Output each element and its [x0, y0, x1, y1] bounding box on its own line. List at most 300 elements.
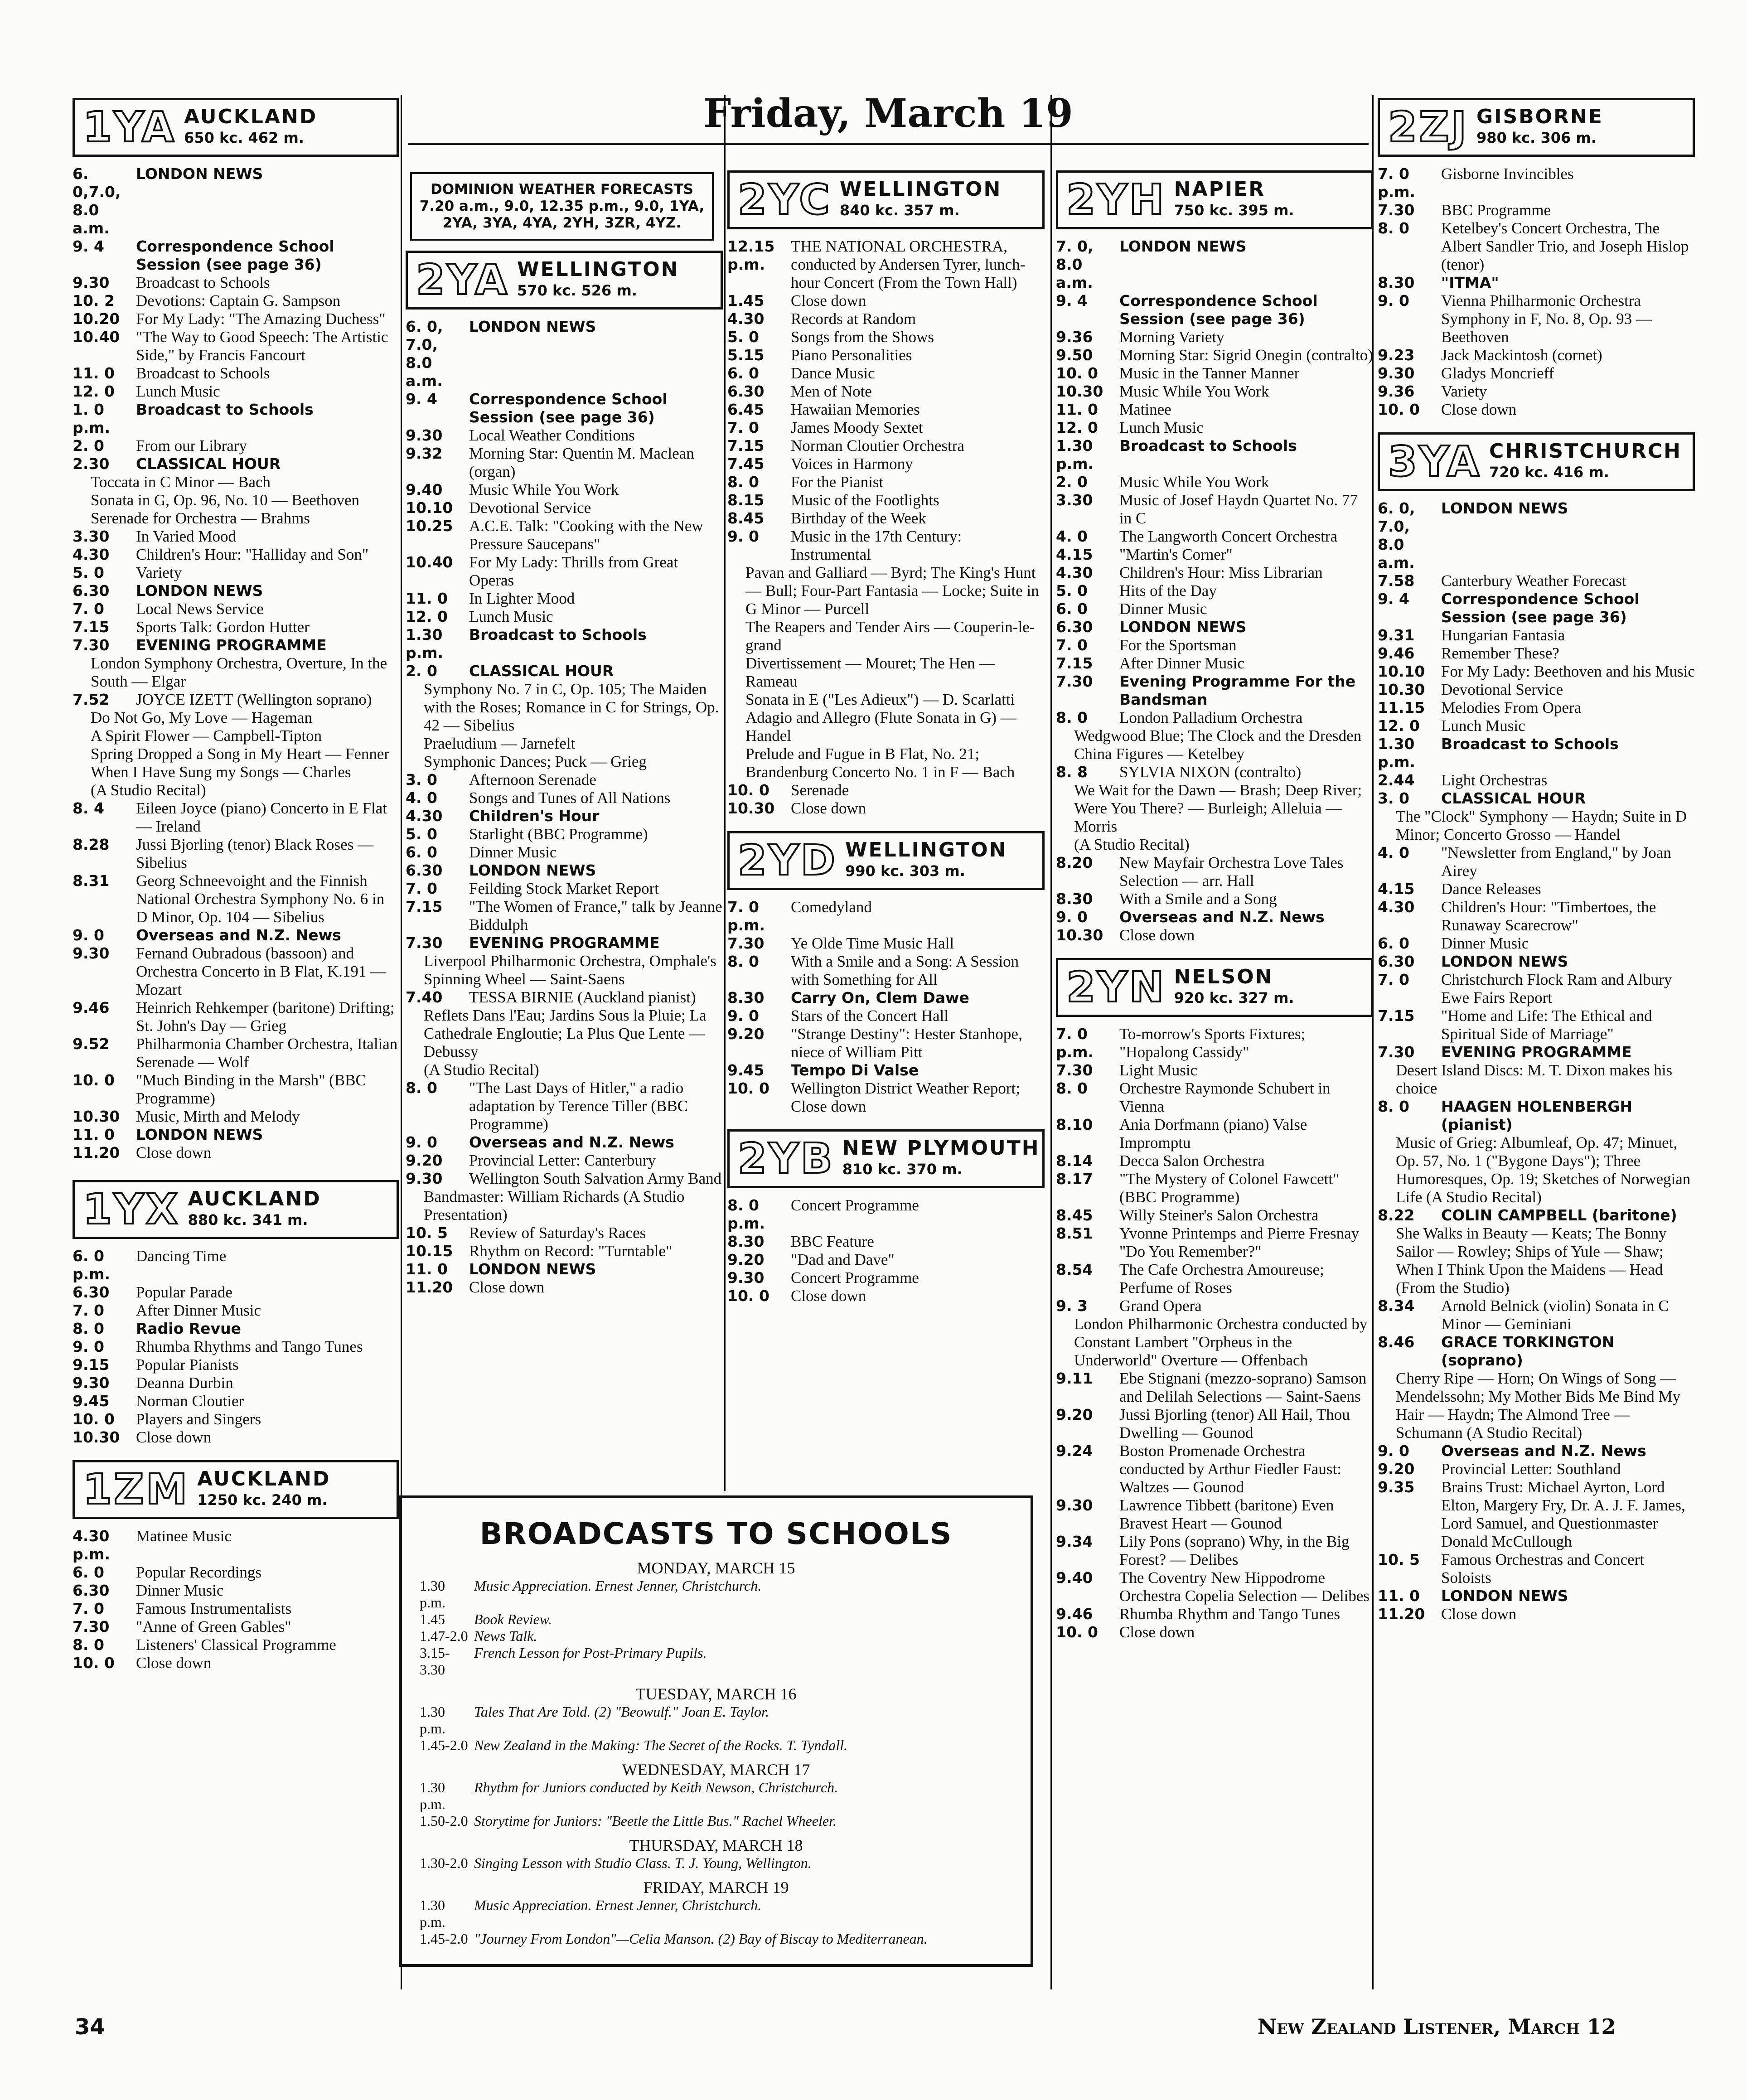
- schedule-entry: [406, 1079, 723, 1133]
- entry-time: 12. 0: [406, 608, 448, 625]
- schedule-entry: [406, 445, 723, 481]
- schedule-entry: [73, 709, 399, 727]
- entry-programme: THE NATIONAL ORCHESTRA, conducted by Andersen Tyrer, lunch-hour Concert (From the Town Hall): [791, 237, 1026, 291]
- entry-time: 6. 0,7.0, 8.0 a.m.: [73, 165, 121, 237]
- entry-time: 9.30: [73, 944, 110, 962]
- schedule-entry: [73, 944, 399, 999]
- schedule-entry: [73, 1247, 399, 1283]
- schools-item: [420, 1855, 1012, 1872]
- schedule-entry: [1056, 546, 1373, 564]
- entry-programme: CLASSICAL HOUR: [469, 662, 614, 680]
- schedule-entry: [1056, 1406, 1373, 1442]
- entry-programme: Morning Star: Quentin M. Maclean (organ): [469, 445, 694, 480]
- entry-programme: Lunch Music: [136, 382, 220, 400]
- entry-time: 10.30: [1378, 681, 1425, 698]
- station-frequency: 720 kc. 416 m.: [1489, 464, 1609, 481]
- entry-programme: "The Women of France," talk by Jeanne Biddulph: [469, 898, 722, 934]
- schools-item-text: Tales That Are Told. (2) "Beowulf." Joan E. Taylor.: [474, 1703, 769, 1720]
- entry-time: 12. 0: [1056, 419, 1098, 436]
- schedule-entry: [406, 753, 723, 771]
- entry-time: 9.46: [1378, 644, 1415, 662]
- station-call: 1YA: [83, 103, 176, 151]
- entry-programme: Desert Island Discs: M. T. Dixon makes his choice: [1396, 1061, 1673, 1097]
- schedule-entry: [1056, 926, 1373, 944]
- schools-item-time: 1.50-2.0: [420, 1813, 468, 1829]
- entry-programme: Do Not Go, My Love — Hageman: [91, 709, 312, 726]
- schedule-entry: [1378, 1224, 1695, 1297]
- entry-programme: Symphonic Dances; Puck — Grieg: [424, 753, 647, 770]
- entry-time: 10.25: [406, 517, 453, 535]
- schedule-entry: [73, 654, 399, 691]
- station-header-2yb: [727, 1129, 1045, 1188]
- schedule-entry: [1056, 709, 1373, 727]
- schedule-entry: [1056, 1533, 1373, 1569]
- entry-time: 8. 0: [1056, 709, 1088, 726]
- schedule-list: [73, 1247, 399, 1447]
- entry-time: 8.20: [1056, 854, 1093, 871]
- entry-programme: Jussi Bjorling (tenor) Black Roses — Sibelius: [136, 836, 373, 871]
- entry-programme: Popular Parade: [136, 1283, 232, 1301]
- schedule-entry: [727, 709, 1045, 745]
- station-header-1ya: [73, 98, 399, 157]
- entry-programme: "Anne of Green Gables": [136, 1618, 291, 1635]
- schedule-entry: [1378, 201, 1695, 219]
- schedule-list: [73, 1527, 399, 1672]
- entry-programme: Music of Grieg: Albumleaf, Op. 47; Minuet, Op. 57, No. 1 ("Bygone Days"); Three Humoresques, Op. 19; Sketches of Norwegian Life (A Studio Recital): [1396, 1134, 1691, 1206]
- entry-time: 9.34: [1056, 1533, 1093, 1550]
- schedule-entry: [727, 745, 1045, 781]
- schedule-entry: [1056, 1061, 1373, 1079]
- entry-time: 8.22: [1378, 1206, 1415, 1224]
- station-frequency: 750 kc. 395 m.: [1174, 202, 1294, 219]
- station-header-1yx: [73, 1180, 399, 1239]
- schedule-entry: [73, 1563, 399, 1582]
- entry-programme: When I Have Sung my Songs — Charles: [91, 763, 351, 781]
- schools-item-time: 1.30 p.m.: [420, 1703, 445, 1737]
- schedule-entry: [1056, 419, 1373, 437]
- schedule-list: [727, 898, 1045, 1116]
- entry-time: 9. 0: [1378, 1442, 1409, 1460]
- entry-programme: We Wait for the Dawn — Brash; Deep River; Were You There? — Burleigh; Alleluia — Morris: [1074, 781, 1362, 835]
- schedule-entry: [1378, 934, 1695, 953]
- entry-programme: Concert Programme: [791, 1196, 919, 1214]
- schedule-entry: [73, 1618, 399, 1636]
- schedule-entry: [73, 1600, 399, 1618]
- station-frequency: 990 kc. 303 m.: [845, 862, 965, 880]
- entry-programme: Gladys Moncrieff: [1441, 364, 1554, 382]
- entry-programme: Symphony No. 7 in C, Op. 105; The Maiden with the Roses; Romance in C for Strings, Op. 42 — Sibelius: [424, 680, 719, 734]
- schedule-entry: [1378, 699, 1695, 717]
- entry-programme: Devotional Service: [469, 499, 591, 517]
- station-frequency: 650 kc. 462 m.: [184, 129, 304, 146]
- entry-programme: Close down: [791, 799, 866, 817]
- schedule-entry: [1378, 499, 1695, 572]
- schedule-entry: [1378, 735, 1695, 771]
- entry-time: 9.23: [1378, 346, 1415, 364]
- entry-time: 7. 0 p.m.: [1378, 165, 1416, 201]
- entry-time: 4. 0: [1378, 844, 1409, 861]
- entry-time: 6.45: [727, 401, 765, 418]
- entry-time: 11. 0: [73, 364, 115, 382]
- entry-time: 7.15: [406, 898, 443, 915]
- entry-time: 5. 0: [73, 564, 104, 581]
- schools-item: [420, 1628, 1012, 1645]
- entry-programme: Correspondence School Session (see page 36): [1119, 292, 1318, 328]
- entry-time: 8. 0: [1378, 1098, 1409, 1115]
- schedule-entry: [1378, 1333, 1695, 1369]
- schedule-entry: [1056, 600, 1373, 618]
- entry-programme: Close down: [1119, 1623, 1195, 1641]
- schedule-entry: [73, 1283, 399, 1302]
- schedule-entry: [1378, 971, 1695, 1007]
- schedule-entry: [73, 999, 399, 1035]
- schedule-entry: [1056, 491, 1373, 527]
- schedule-entry: [1378, 1551, 1695, 1587]
- station-city: NELSON: [1174, 965, 1273, 988]
- entry-time: 9.30: [406, 1170, 443, 1187]
- entry-time: 3. 0: [1378, 789, 1409, 807]
- entry-time: 7. 0 p.m.: [727, 898, 765, 934]
- entry-programme: Norman Cloutier: [136, 1392, 244, 1410]
- schedule-entry: [727, 989, 1045, 1007]
- entry-time: 10. 0: [727, 1079, 769, 1097]
- entry-time: 7.58: [1378, 572, 1415, 590]
- schedule-entry: [1378, 953, 1695, 971]
- entry-time: 8. 0: [73, 1636, 104, 1654]
- schedule-entry: [727, 491, 1045, 509]
- entry-programme: To-morrow's Sports Fixtures; "Hopalong Cassidy": [1119, 1025, 1306, 1061]
- schedule-entry: [1378, 898, 1695, 934]
- entry-programme: GRACE TORKINGTON (soprano): [1441, 1333, 1615, 1369]
- entry-programme: Children's Hour: "Halliday and Son": [136, 546, 369, 563]
- schedule-entry: [73, 473, 399, 491]
- entry-programme: Liverpool Philharmonic Orchestra, Omphale's Spinning Wheel — Saint-Saens: [424, 952, 716, 988]
- schedule-entry: [1056, 1297, 1373, 1315]
- entry-time: 9.36: [1056, 328, 1093, 346]
- entry-time: 8. 0: [727, 953, 759, 970]
- schedule-entry: [1378, 346, 1695, 364]
- entry-programme: Morning Variety: [1119, 328, 1224, 346]
- entry-time: 9.24: [1056, 1442, 1093, 1460]
- entry-programme: EVENING PROGRAMME: [469, 934, 660, 952]
- entry-programme: Famous Instrumentalists: [136, 1600, 292, 1617]
- page-number: 34: [75, 2014, 105, 2040]
- entry-time: 11. 0: [1056, 401, 1098, 418]
- entry-time: 11.20: [1378, 1605, 1425, 1623]
- entry-time: 4.30: [1056, 564, 1093, 581]
- schedule-entry: [73, 1302, 399, 1320]
- schedule-entry: [406, 318, 723, 390]
- entry-time: 9.52: [73, 1035, 110, 1053]
- schedule-entry: [727, 1025, 1045, 1061]
- entry-time: 9.20: [1378, 1460, 1415, 1478]
- schedule-entry: [406, 626, 723, 662]
- entry-programme: Music of Josef Haydn Quartet No. 77 in C: [1119, 491, 1358, 527]
- entry-programme: New Mayfair Orchestra Love Tales Selection — arr. Hall: [1119, 854, 1344, 890]
- schools-day-heading: FRIDAY, MARCH 19: [643, 1878, 789, 1897]
- entry-time: 6. 0: [727, 364, 759, 382]
- entry-programme: JOYCE IZETT (Wellington soprano): [136, 691, 372, 708]
- entry-programme: Children's Hour: [469, 807, 600, 825]
- entry-time: 6.30: [73, 582, 110, 600]
- schools-item-text: Music Appreciation. Ernest Jenner, Christchurch.: [474, 1897, 762, 1913]
- entry-time: 9.40: [1056, 1569, 1093, 1587]
- entry-programme: Lunch Music: [469, 608, 553, 625]
- entry-time: 7.40: [406, 988, 443, 1006]
- entry-time: 9.30: [73, 274, 110, 291]
- entry-programme: Philharmonia Chamber Orchestra, Italian Serenade — Wolf: [136, 1035, 398, 1071]
- schedule-entry: [73, 1035, 399, 1071]
- entry-programme: Music of the Footlights: [791, 491, 939, 509]
- entry-time: 7.30: [73, 1618, 110, 1635]
- entry-programme: Review of Saturday's Races: [469, 1224, 646, 1242]
- entry-programme: Decca Salon Orchestra: [1119, 1152, 1265, 1170]
- entry-programme: "Martin's Corner": [1119, 546, 1233, 563]
- schools-item: [420, 1577, 1012, 1611]
- entry-programme: Spring Dropped a Song in My Heart — Fenner: [91, 745, 390, 763]
- station-city: AUCKLAND: [197, 1467, 331, 1490]
- schedule-entry: [73, 1654, 399, 1672]
- schedule-entry: [73, 509, 399, 527]
- entry-programme: Gisborne Invincibles: [1441, 165, 1574, 183]
- entry-time: 9.32: [406, 445, 443, 462]
- schedule-entry: [1056, 582, 1373, 600]
- entry-programme: James Moody Sextet: [791, 419, 923, 436]
- entry-time: 11.15: [1378, 699, 1425, 716]
- schedule-entry: [406, 934, 723, 952]
- entry-time: 4.30: [73, 546, 110, 563]
- entry-programme: Music While You Work: [1119, 473, 1269, 491]
- entry-time: 9.20: [406, 1152, 443, 1169]
- entry-programme: TESSA BIRNIE (Auckland pianist): [469, 988, 696, 1006]
- schedule-entry: [406, 880, 723, 898]
- schedule-entry: [1056, 781, 1373, 836]
- schools-day-list: [420, 1558, 1012, 1947]
- entry-programme: Deanna Durbin: [136, 1374, 233, 1392]
- entry-time: 6. 0, 7.0, 8.0 a.m.: [1378, 499, 1415, 571]
- schedule-entry: [1056, 1224, 1373, 1261]
- entry-programme: LONDON NEWS: [136, 165, 263, 183]
- entry-time: 9.40: [406, 481, 443, 498]
- schools-item-time: 1.45-2.0: [420, 1931, 468, 1947]
- entry-programme: Local Weather Conditions: [469, 426, 635, 444]
- entry-programme: "Much Binding in the Marsh" (BBC Programme): [136, 1071, 366, 1107]
- entry-programme: CLASSICAL HOUR: [1441, 789, 1586, 807]
- station-frequency: 880 kc. 341 m.: [188, 1211, 308, 1229]
- entry-time: 8.10: [1056, 1116, 1093, 1133]
- schedule-entry: [1378, 771, 1695, 789]
- entry-time: 8. 8: [1056, 763, 1088, 781]
- column-3: [727, 168, 1045, 1305]
- entry-time: 7. 0, 8.0 a.m.: [1056, 237, 1094, 291]
- station-header-2yd: [727, 831, 1045, 890]
- schedule-entry: [727, 419, 1045, 437]
- station-header-2yh: [1056, 170, 1373, 229]
- schools-item-text: New Zealand in the Making: The Secret of the Rocks. T. Tyndall.: [474, 1737, 848, 1753]
- schedule-entry: [727, 401, 1045, 419]
- entry-programme: Popular Pianists: [136, 1356, 239, 1374]
- entry-time: 7.30: [1056, 673, 1093, 690]
- entry-programme: Feilding Stock Market Report: [469, 880, 659, 897]
- entry-time: 7. 0: [1056, 636, 1088, 654]
- entry-programme: "Newsletter from England," by Joan Airey: [1441, 844, 1671, 880]
- entry-programme: LONDON NEWS: [469, 318, 596, 335]
- entry-time: 1. 0 p.m.: [73, 401, 111, 436]
- schools-day-heading: WEDNESDAY, MARCH 17: [622, 1761, 810, 1779]
- entry-time: 4.15: [1056, 546, 1093, 563]
- entry-time: 10.30: [1056, 926, 1103, 944]
- station-city: WELLINGTON: [839, 178, 1002, 201]
- entry-programme: After Dinner Music: [136, 1302, 261, 1319]
- schedule-entry: [1056, 854, 1373, 890]
- entry-time: 9.30: [727, 1269, 765, 1287]
- schedule-list: [1056, 1025, 1373, 1641]
- schedule-entry: [406, 1061, 723, 1079]
- schedule-entry: [727, 1251, 1045, 1269]
- station-header-2yc: [727, 170, 1045, 229]
- entry-time: 9. 0: [406, 1133, 437, 1151]
- entry-time: 8. 0: [1056, 1079, 1088, 1097]
- entry-programme: Matinee: [1119, 401, 1171, 418]
- entry-programme: Matinee Music: [136, 1527, 232, 1545]
- entry-time: 11. 0: [406, 590, 448, 607]
- entry-time: 11.20: [406, 1278, 453, 1296]
- entry-time: 10. 0: [727, 781, 769, 799]
- entry-programme: Ebe Stignani (mezzo-soprano) Samson and Delilah Selections — Saint-Saens: [1119, 1369, 1367, 1405]
- station-frequency: 920 kc. 327 m.: [1174, 989, 1294, 1006]
- entry-programme: Heinrich Rehkemper (baritone) Drifting; St. John's Day — Grieg: [136, 999, 395, 1035]
- schedule-list: [1056, 237, 1373, 944]
- entry-programme: Dinner Music: [469, 843, 557, 861]
- schedule-entry: [1056, 401, 1373, 419]
- entry-programme: LONDON NEWS: [469, 1260, 596, 1278]
- entry-programme: Local News Service: [136, 600, 264, 618]
- entry-time: 9. 4: [406, 390, 437, 408]
- schedule-entry: [406, 608, 723, 626]
- schedule-entry: [1056, 673, 1373, 709]
- schedule-entry: [1056, 890, 1373, 908]
- entry-programme: Prelude and Fugue in B Flat, No. 21; Brandenburg Concerto No. 1 in F — Bach: [745, 745, 1015, 781]
- entry-programme: Provincial Letter: Canterbury: [469, 1152, 656, 1169]
- entry-time: 9.36: [1378, 382, 1415, 400]
- entry-time: 8.14: [1056, 1152, 1093, 1170]
- entry-programme: Broadcast to Schools: [136, 401, 314, 418]
- entry-programme: Voices in Harmony: [791, 455, 913, 473]
- entry-programme: For My Lady: Thrills from Great Operas: [469, 553, 678, 589]
- entry-programme: Correspondence School Session (see page 36): [1441, 590, 1640, 626]
- entry-time: 6.30: [1378, 953, 1415, 970]
- schedule-entry: [1056, 1369, 1373, 1406]
- entry-programme: LONDON NEWS: [1119, 237, 1247, 255]
- entry-time: 10.40: [73, 328, 120, 346]
- entry-time: 7.30: [727, 934, 765, 952]
- entry-programme: Piano Personalities: [791, 346, 912, 364]
- schedule-entry: [73, 401, 399, 437]
- entry-programme: Broadcast to Schools: [1119, 437, 1297, 455]
- entry-time: 12. 0: [1378, 717, 1420, 735]
- station-header-2ya: [406, 251, 723, 310]
- entry-time: 9.30: [406, 426, 443, 444]
- schedule-list: [727, 237, 1045, 818]
- entry-time: 6. 0: [1378, 934, 1409, 952]
- entry-programme: Toccata in C Minor — Bach: [91, 473, 271, 491]
- schedule-entry: [727, 799, 1045, 818]
- entry-programme: Lunch Music: [1441, 717, 1525, 735]
- entry-programme: Wedgwood Blue; The Clock and the Dresden China Figures — Ketelbey: [1074, 727, 1362, 763]
- masthead: New Zealand Listener, March 12: [1258, 2014, 1616, 2039]
- entry-programme: Grand Opera: [1119, 1297, 1202, 1315]
- entry-programme: For the Pianist: [791, 473, 884, 491]
- station-call: 2YB: [738, 1134, 834, 1183]
- schedule-entry: [406, 952, 723, 988]
- entry-programme: Broadcast to Schools: [1441, 735, 1619, 753]
- schedule-entry: [1378, 219, 1695, 274]
- entry-programme: She Walks in Beauty — Keats; The Bonny Sailor — Rowley; Ships of Yule — Shaw; When I Think Upon the Maidens — Head (From the Studio): [1396, 1224, 1667, 1297]
- entry-programme: Close down: [136, 1428, 212, 1446]
- entry-time: 9. 0: [1378, 292, 1409, 310]
- entry-programme: For My Lady: Beethoven and his Music: [1441, 663, 1695, 680]
- schedule-entry: [727, 292, 1045, 310]
- entry-programme: After Dinner Music: [1119, 654, 1245, 672]
- schedule-entry: [406, 807, 723, 825]
- schedule-entry: [406, 825, 723, 843]
- entry-programme: EVENING PROGRAMME: [136, 636, 327, 654]
- schedule-entry: [406, 771, 723, 789]
- schedule-entry: [1056, 1170, 1373, 1206]
- entry-time: 9.20: [1056, 1406, 1093, 1423]
- entry-programme: Broadcast to Schools: [469, 626, 647, 644]
- schools-item: [420, 1779, 1012, 1813]
- entry-time: 10.40: [406, 553, 453, 571]
- schedule-list: [73, 165, 399, 1162]
- schedule-entry: [727, 781, 1045, 799]
- entry-time: 8.31: [73, 872, 110, 890]
- entry-time: 6.30: [73, 1582, 110, 1599]
- station-call: 3YA: [1388, 437, 1481, 486]
- entry-programme: EVENING PROGRAMME: [1441, 1043, 1632, 1061]
- entry-time: 8.15: [727, 491, 765, 509]
- schools-item: [420, 1931, 1012, 1947]
- schedule-entry: [73, 636, 399, 654]
- entry-programme: Close down: [791, 1287, 866, 1305]
- entry-programme: Wellington South Salvation Army Band: [469, 1170, 722, 1187]
- entry-programme: Yvonne Printemps and Pierre Fresnay "Do You Remember?": [1119, 1224, 1360, 1260]
- entry-time: 4.15: [1378, 880, 1415, 898]
- entry-time: 8. 0 p.m.: [727, 1196, 765, 1232]
- entry-programme: Children's Hour: Miss Librarian: [1119, 564, 1323, 581]
- entry-time: 10. 0: [1378, 401, 1420, 418]
- schedule-entry: [73, 1108, 399, 1126]
- entry-time: 7.30: [1378, 1043, 1415, 1061]
- broadcasts-to-schools-box: [399, 1495, 1033, 1967]
- entry-programme: In Varied Mood: [136, 527, 236, 545]
- schedule-list: [1378, 165, 1695, 419]
- entry-programme: Correspondence School Session (see page 36): [469, 390, 668, 426]
- schedule-entry: [73, 926, 399, 944]
- entry-time: 9.20: [727, 1251, 765, 1268]
- schedule-entry: [1378, 364, 1695, 382]
- station-frequency: 840 kc. 357 m.: [839, 202, 960, 219]
- schools-item: [420, 1703, 1012, 1737]
- entry-time: 3.30: [73, 527, 110, 545]
- schedule-entry: [1056, 237, 1373, 292]
- entry-time: 1.45: [727, 292, 765, 310]
- schedule-entry: [73, 799, 399, 836]
- entry-time: 7.30: [73, 636, 110, 654]
- entry-time: 5. 0: [1056, 582, 1088, 600]
- entry-time: 2. 0: [406, 662, 437, 680]
- schedule-entry: [73, 382, 399, 401]
